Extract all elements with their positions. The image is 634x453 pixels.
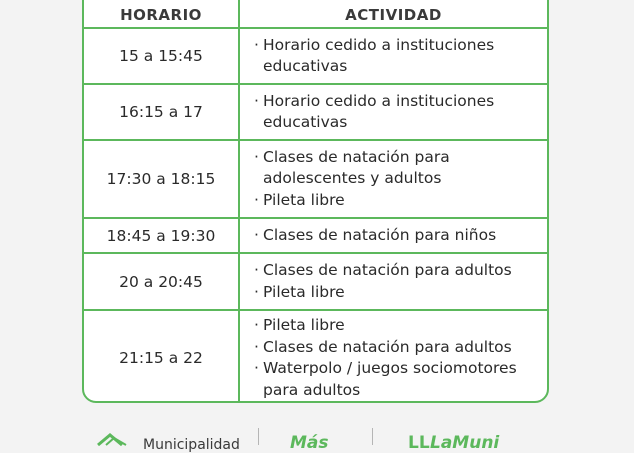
- activity-text: Pileta libre: [263, 316, 345, 334]
- footer-divider: [258, 428, 259, 445]
- list-item: [254, 260, 546, 282]
- list-item: [254, 147, 546, 190]
- row-time: 20 a 20:45: [84, 253, 239, 310]
- bullet-icon: ·: [254, 225, 259, 244]
- list-item: [254, 35, 546, 78]
- logo-mark-icon: [96, 432, 128, 446]
- activity-text: Horario cedido a instituciones educativas: [263, 91, 495, 131]
- bullet-icon: ·: [254, 337, 259, 356]
- schedule-table: [84, 0, 547, 403]
- row-time: 17:30 a 18:15: [84, 140, 239, 218]
- bullet-icon: ·: [254, 316, 259, 334]
- row-activities: [239, 253, 547, 310]
- row-activities: [239, 218, 547, 253]
- table-row: [84, 218, 547, 253]
- list-item: [254, 190, 546, 212]
- table-row: [84, 253, 547, 310]
- table-row: [84, 84, 547, 140]
- row-time: 15 a 15:45: [84, 28, 239, 84]
- bullet-icon: ·: [254, 190, 259, 209]
- activity-text: Waterpolo / juegos sociomotores para adultos: [263, 359, 517, 399]
- row-activities: [239, 310, 547, 403]
- row-activities: [239, 140, 547, 218]
- row-time: 18:45 a 19:30: [84, 218, 239, 253]
- row-activities: [239, 84, 547, 140]
- mas-logo: Más: [290, 433, 329, 453]
- activity-text: Clases de natación para niños: [263, 225, 497, 244]
- activity-text: Clases de natación para adolescentes y adultos: [263, 147, 450, 188]
- activity-text: Pileta libre: [263, 282, 345, 301]
- bullet-icon: ·: [254, 147, 259, 166]
- bullet-icon: ·: [254, 35, 259, 54]
- list-item: [254, 337, 546, 359]
- activity-text: Clases de natación para adultos: [263, 337, 512, 356]
- logo-text: Municipalidad: [143, 437, 240, 453]
- row-time: 16:15 a 17: [84, 84, 239, 140]
- table-row: [84, 140, 547, 218]
- activity-text: Pileta libre: [263, 190, 345, 209]
- bullet-icon: ·: [254, 91, 259, 110]
- activity-text: Horario cedido a instituciones educativas: [263, 35, 495, 75]
- row-time: 21:15 a 22: [84, 310, 239, 403]
- footer-divider: [372, 428, 373, 445]
- activity-text: Clases de natación para adultos: [263, 261, 512, 279]
- list-item: [254, 315, 546, 337]
- table-row: [84, 310, 547, 403]
- header-row: [84, 0, 547, 28]
- list-item: [254, 282, 546, 304]
- row-activities: [239, 28, 547, 84]
- lamuni-logo: LaMuni: [430, 433, 500, 453]
- header-activity: ACTIVIDAD: [239, 0, 547, 28]
- list-item: [254, 91, 546, 134]
- list-item: [254, 225, 546, 247]
- lamuni-mark: LL: [408, 433, 430, 453]
- list-item: [254, 358, 546, 401]
- schedule-card: [82, 0, 549, 403]
- bullet-icon: ·: [254, 359, 259, 377]
- header-time: HORARIO: [84, 0, 239, 28]
- bullet-icon: ·: [254, 282, 259, 301]
- footer-logos: [0, 420, 634, 453]
- table-row: [84, 28, 547, 84]
- bullet-icon: ·: [254, 261, 259, 279]
